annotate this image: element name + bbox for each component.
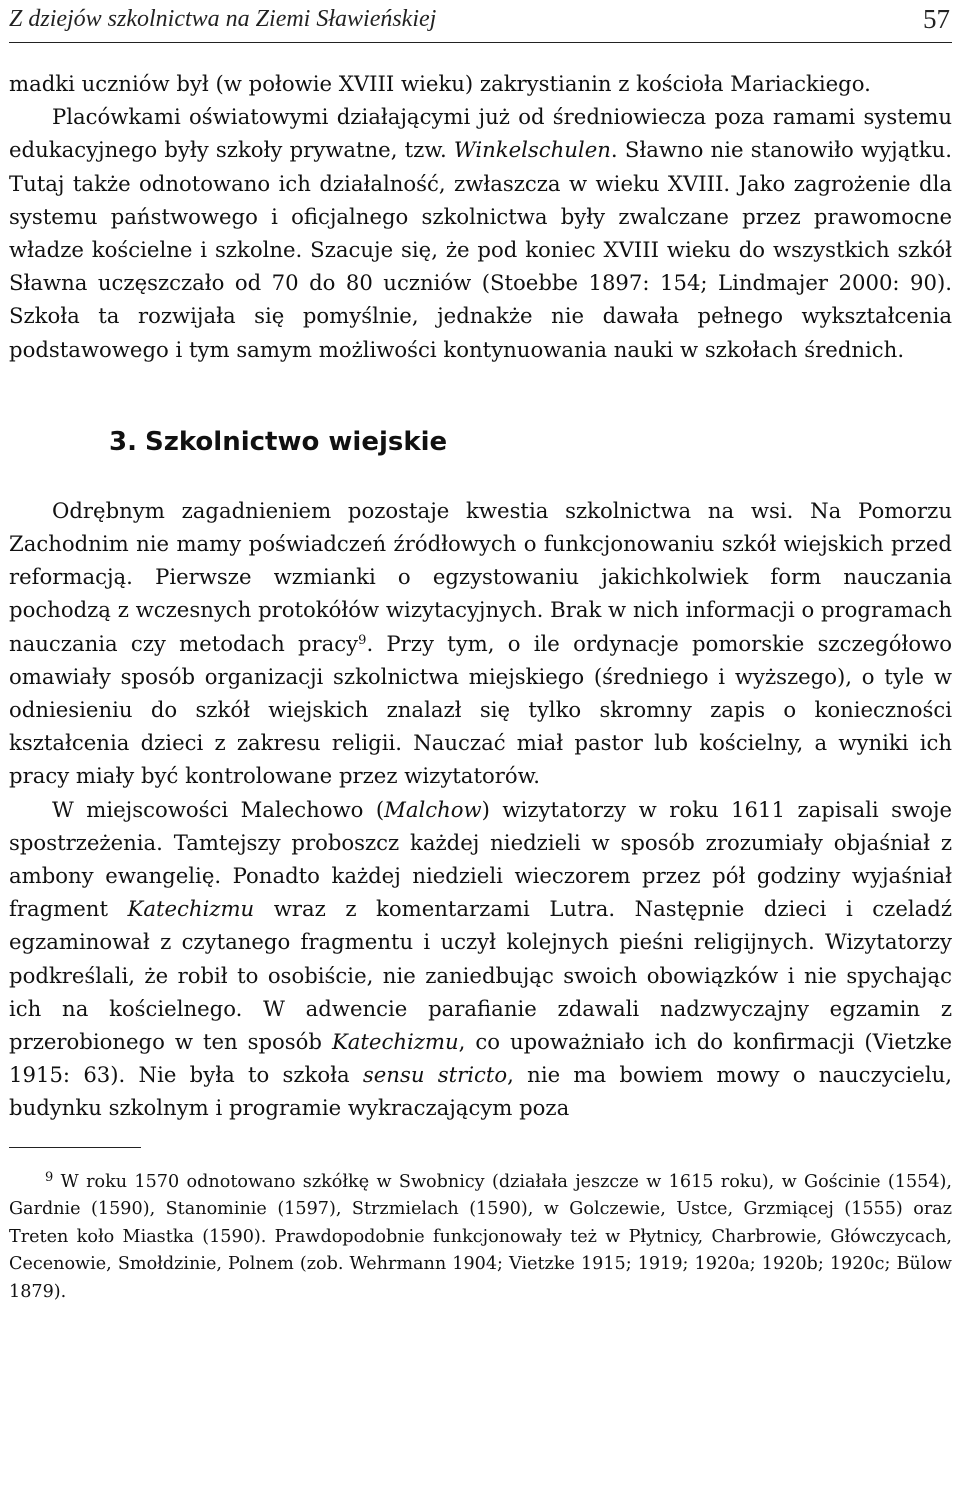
paragraph-malechowo <box>9 793 952 1125</box>
footnote-text: W roku 1570 odnotowano szkółkę w Swobnicy (działała jeszcze w 1615 roku), w Gościnie (1554), Gardnie (1590), Stanominie (1597), Strzmielach (1590), w Golczewie, Ustce, Grzmiącej (1555) oraz Treten koło Miastka (1590). Prawdopodobnie funkcjonowały też w Płytnicy, Charbrowie, Główczycach, Cecenowie, Smołdzinie, Polnem (zob. Wehrmann 1904; Vietzke 1915; 1919; 1920a; 1920b; 1920c; Bülow 1879). <box>9 1171 952 1303</box>
footnote-separator <box>9 1147 141 1148</box>
paragraph-text: Placówkami oświatowymi działającymi już od średniowiecza poza ramami systemu edukacyjnego były szkoły prywatne, tzw. <box>9 104 952 163</box>
paragraph-text: . Przy tym, o ile ordynacje pomorskie szczegółowo omawiały sposób organizacji szkolnictwa miejskiego (średniego i wyższego), o tyle w odniesieniu do szkół wiejskich znalazł się tylko skromny zapis o konieczności kształcenia dzieci z zakresu religii. Nauczać miał pastor lub kościelny, a wyniki ich pracy miały być kontrolowane przez wizytatorów. <box>9 630 953 789</box>
paragraph-text: W miejscowości Malechowo ( <box>52 796 385 822</box>
section-heading <box>109 422 952 462</box>
footnote-number: 9 <box>45 1169 54 1185</box>
paragraph-text: . Sławno nie stanowiło wyjątku. Tutaj także odnotowano ich działalność, zwłaszcza w wieku XVIII. Jako zagrożenie dla systemu państwowego i oficjalnego szkolnictwa były zwalczane przez prawomocne władze kościelne i szkolne. Szacuje się, że pod koniec XVIII wieku do wszystkich szkół Sławna uczęszczało od 70 do 80 uczniów (Stoebbe 1897: 154; Lindmajer 2000: 90). Szkoła ta rozwijała się pomyślnie, jednakże nie dawała pełnego wykształcenia podstawowego i tym samym możliwości kontynuowania nauki w szkołach średnich. <box>9 137 952 362</box>
paragraph-continued <box>9 67 952 100</box>
section-title: Szkolnictwo wiejskie <box>144 426 448 457</box>
paragraph-text: , co upoważniało ich do konfirmacji (Vietzke 1915: 63). Nie była to szkoła <box>9 1029 952 1088</box>
paragraph-text: ) wizytatorzy w roku 1611 zapisali swoje spostrzeżenia. Tamtejszy proboszcz każdej niedzieli w sposób zrozumiały objaśniał z ambony ewangelię. Ponadto każdej niedzieli wieczorem przez pół godziny wyjaśniał fragment <box>9 796 952 922</box>
paragraph-rural-schools <box>9 494 952 793</box>
italic-term: Winkelschulen <box>453 137 611 163</box>
section-body <box>9 494 952 1125</box>
body-text <box>9 67 952 366</box>
paragraph-text: Odrębnym zagadnieniem pozostaje kwestia szkolnictwa na wsi. Na Pomorzu Zachodnim nie mamy poświadczeń źródłowych o funkcjonowaniu szkół wiejskich przed reformacją. Pierwsze wzmianki o egzystowaniu jakichkolwiek form nauczania pochodzą z wczesnych protokółów wizytacyjnych. Brak w nich informacji o programach nauczania czy metodach pracy <box>9 497 952 656</box>
paragraph-text: , nie ma bowiem mowy o nauczycielu, budynku szkolnym i programie wykraczającym poza <box>9 1062 952 1121</box>
italic-term: sensu stricto <box>362 1062 508 1088</box>
paragraph-private-schools <box>9 100 952 366</box>
paragraph-text: madki uczniów był (w połowie XVIII wieku) zakrystianin z kościoła Mariackiego. <box>9 71 871 96</box>
running-header <box>9 4 952 43</box>
section-number: 3. <box>109 426 137 457</box>
footnote <box>9 1164 952 1307</box>
paragraph-text: wraz z komentarzami Lutra. Następnie dzieci i czeladź egzaminował z czytanego fragmentu i uczył kolejnych pieśni religijnych. Wizytatorzy podkreślali, że robił to osobiście, nie zaniedbując swoich obowiązków i nie spychając ich na kościelnego. W adwencie parafianie zdawali nadzwyczajny egzamin z przerobionego w ten sposób <box>9 896 952 1055</box>
footnote-reference[interactable]: 9 <box>358 632 367 648</box>
page-number: 57 <box>923 4 950 34</box>
italic-term: Katechizmu <box>331 1029 459 1055</box>
running-title: Z dziejów szkolnictwa na Ziemi Sławieńskiej <box>9 6 437 32</box>
italic-term: Malchow <box>384 796 482 822</box>
italic-term: Katechizmu <box>127 896 255 922</box>
